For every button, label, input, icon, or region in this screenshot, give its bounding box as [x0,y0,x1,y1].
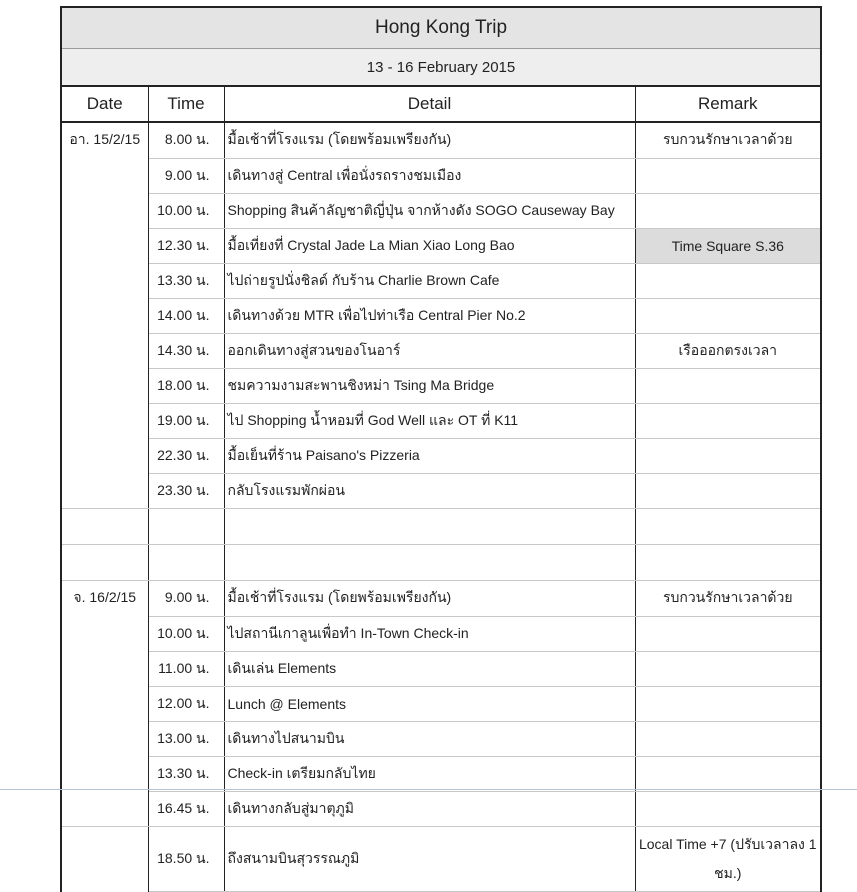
detail-cell: ไปสถานีเกาลูนเพื่อทำ In-Town Check-in [224,616,635,651]
date-cell [62,616,148,651]
detail-cell [224,545,635,581]
date-cell [62,791,148,827]
remark-cell [635,545,820,581]
date-cell [62,473,148,509]
remark-cell: Local Time +7 (ปรับเวลาลง 1 ชม.) [635,827,820,892]
table-row [62,756,820,791]
remark-cell [635,158,820,193]
table-row [62,616,820,651]
remark-cell [635,473,820,509]
time-cell: 10.00 น. [148,193,224,228]
table-row [62,263,820,298]
table-row [62,438,820,473]
time-cell: 19.00 น. [148,403,224,438]
table-row [62,581,820,617]
date-cell [62,368,148,403]
table-row [62,298,820,333]
time-cell: 22.30 น. [148,438,224,473]
remark-cell [635,721,820,756]
time-cell: 9.00 น. [148,581,224,617]
date-cell: อา. 15/2/15 [62,122,148,158]
detail-cell: มื้อเช้าที่โรงแรม (โดยพร้อมเพรียงกัน) [224,122,635,158]
table-row [62,791,820,827]
time-cell: 13.00 น. [148,721,224,756]
remark-cell: เรือออกตรงเวลา [635,333,820,368]
table-row [62,368,820,403]
date-cell [62,509,148,545]
table-row-empty [62,509,820,545]
document-title: Hong Kong Trip [62,8,820,49]
remark-cell: รบกวนรักษาเวลาด้วย [635,122,820,158]
column-header-detail: Detail [224,86,635,122]
time-cell [148,509,224,545]
time-cell: 14.00 น. [148,298,224,333]
remark-cell [635,616,820,651]
detail-cell: ไป Shopping น้ำหอมที่ God Well และ OT ที่ K11 [224,403,635,438]
date-cell [62,686,148,721]
date-cell: จ. 16/2/15 [62,581,148,617]
date-cell [62,333,148,368]
remark-cell: รบกวนรักษาเวลาด้วย [635,581,820,617]
itinerary-sheet [60,6,822,892]
remark-cell [635,651,820,686]
time-cell: 12.30 น. [148,228,224,263]
detail-cell: Check-in เตรียมกลับไทย [224,756,635,791]
detail-cell: ถึงสนามบินสุวรรณภูมิ [224,827,635,892]
itinerary-table [62,8,820,892]
remark-cell [635,686,820,721]
table-row [62,333,820,368]
detail-cell: มื้อเช้าที่โรงแรม (โดยพร้อมเพรียงกัน) [224,581,635,617]
date-cell [62,545,148,581]
column-header-date: Date [62,86,148,122]
detail-cell: เดินทางสู่ Central เพื่อนั่งรถรางชมเมือง [224,158,635,193]
detail-cell: มื้อเย็นที่ร้าน Paisano's Pizzeria [224,438,635,473]
table-row [62,403,820,438]
table-header-row [62,86,820,122]
detail-cell: เดินทางด้วย MTR เพื่อไปท่าเรือ Central Pier No.2 [224,298,635,333]
table-row [62,827,820,892]
time-cell: 23.30 น. [148,473,224,509]
detail-cell: ออกเดินทางสู่สวนของโนอาร์ [224,333,635,368]
table-row [62,651,820,686]
time-cell: 14.30 น. [148,333,224,368]
date-cell [62,298,148,333]
time-cell: 10.00 น. [148,616,224,651]
time-cell [148,545,224,581]
table-row [62,721,820,756]
remark-cell-highlighted: Time Square S.36 [635,228,820,263]
time-cell: 13.30 น. [148,756,224,791]
page-bottom-divider [0,789,857,790]
time-cell: 16.45 น. [148,791,224,827]
detail-cell: ชมความงามสะพานชิงหม่า Tsing Ma Bridge [224,368,635,403]
time-cell: 18.00 น. [148,368,224,403]
remark-cell [635,791,820,827]
date-cell [62,403,148,438]
table-row [62,193,820,228]
table-row-empty [62,545,820,581]
table-row [62,158,820,193]
remark-cell [635,509,820,545]
date-cell [62,651,148,686]
date-cell [62,721,148,756]
table-row [62,122,820,158]
detail-cell: กลับโรงแรมพักผ่อน [224,473,635,509]
detail-cell: ไปถ่ายรูปนั่งชิลด์ กับร้าน Charlie Brown Cafe [224,263,635,298]
date-cell [62,158,148,193]
column-header-remark: Remark [635,86,820,122]
time-cell: 13.30 น. [148,263,224,298]
time-cell: 8.00 น. [148,122,224,158]
detail-cell: Shopping สินค้าลัญชาติญี่ปุ่น จากห้างดัง SOGO Causeway Bay [224,193,635,228]
time-cell: 12.00 น. [148,686,224,721]
remark-cell [635,438,820,473]
detail-cell: Lunch @ Elements [224,686,635,721]
date-cell [62,263,148,298]
date-cell [62,438,148,473]
detail-cell: มื้อเที่ยงที่ Crystal Jade La Mian Xiao Long Bao [224,228,635,263]
date-cell [62,228,148,263]
table-row [62,473,820,509]
remark-cell [635,193,820,228]
detail-cell: เดินทางไปสนามบิน [224,721,635,756]
column-header-time: Time [148,86,224,122]
remark-cell [635,403,820,438]
date-cell [62,193,148,228]
remark-cell [635,298,820,333]
detail-cell [224,509,635,545]
table-row [62,686,820,721]
time-cell: 9.00 น. [148,158,224,193]
date-cell [62,827,148,892]
time-cell: 11.00 น. [148,651,224,686]
detail-cell: เดินทางกลับสู่มาตุภูมิ [224,791,635,827]
date-cell [62,756,148,791]
remark-cell [635,756,820,791]
table-row [62,228,820,263]
time-cell: 18.50 น. [148,827,224,892]
remark-cell [635,368,820,403]
detail-cell: เดินเล่น Elements [224,651,635,686]
document-subtitle: 13 - 16 February 2015 [62,49,820,87]
remark-cell [635,263,820,298]
